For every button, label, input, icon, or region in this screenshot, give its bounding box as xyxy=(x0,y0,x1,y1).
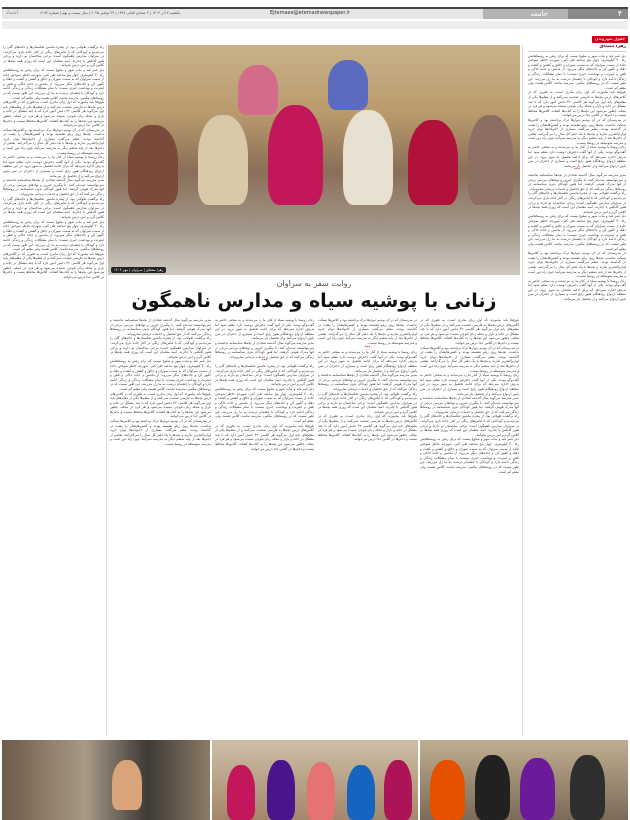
column-2 xyxy=(318,318,417,736)
column-3 xyxy=(215,318,314,736)
photo-group-of-children xyxy=(212,740,418,820)
paragraph: زنان روستا با پوشیه سیاه از کنار ما رد می‌شدند و به سختی حاضر به گفت‌وگو بودند. یکی از آنها گفت دخترش دوست دارد معلم شود اما پدرش اجازه نمی‌دهد که برای ادامه تحصیل به شهر برود. در این منطقه ازدواج زودهنگام هنوز رایج است و بسیاری از دختران در سن پایین ازدواج می‌کنند و از تحصیل باز می‌مانند. xyxy=(420,373,519,396)
paragraph: راه برگشت طولانی بود. از پنجره ماشین نخلستان‌ها و خانه‌های گلی را می‌دیدیم و کودکانی که با لباس‌های رنگی در کنار جاده بازی می‌کردند. در سراوان مدارس ناهمگون است؛ برخی ساختمان نو دارند و برخی هنوز کانکس یا چادرند. امید معلمان این است که روزی همه بچه‌ها در کلاس گرم و امن درس بخوانند. xyxy=(3,45,104,68)
paragraph: بلوچ‌ها باید بیاموزند که اول زبان مادری است، به طوری که در کلاس‌های درس بچه‌ها به فارسی صحبت نمی‌کنند و از معلم‌ها یکی از معلم‌های پایه اول می‌گوید هر کلاسی ۳۲ دانش آموز دارد که با چند مشکل در خانه و بازار و محله زبان بلوچی شنیده می‌شود و هر فرد در محله، چطور می‌شود این بچه‌ها را به کتاب‌ها کشاند. کلاس‌ها مختلط نیست و دخترها در کلاس جدا درس می‌خوانند. xyxy=(528,90,626,118)
paragraph: دبل قمر قند و نبات شهر و شلوغ نیست که برای رفتن به روستاهایش راه ۳۰ کیلومتری، چهار پنج ساعته طی کنی. شهرچه خاطر سوختن جاده از سمت سراوان که به سمت سوران و جالق و کشتن و کشت و دهک و کلپور کن و جاده‌های دیگر می‌رود. از ماشین و جاده خاکی و تلفن و اینترنت و بهداشت خبری نیست؛ با تمام مشکلات زندگی و زندگی ادامه دارد و کودکان با چشمان درشت به ما زل می‌زنند. این طور نیست که در روستاهای مکتبی، مدرسه نباشد، کلاس هست ولی معلم کم است. xyxy=(420,437,519,474)
paragraph: زنان روستا با پوشیه سیاه از کنار ما رد می‌شدند و به سختی حاضر به گفت‌وگو بودند. یکی از آنها گفت دخترش دوست دارد معلم شود اما پدرش اجازه نمی‌دهد که برای ادامه تحصیل به شهر برود. در این منطقه ازدواج زودهنگام هنوز رایج است و بسیاری از دختران در سن پایین ازدواج می‌کنند و از تحصیل باز می‌مانند. xyxy=(528,145,626,168)
dateline: یکشنبه ۲ آذر ۱۴۰۴ | ۲ جمادی الثانی ۱۴۴۷ | ۲۳ نوامبر ۲۰۲۵ | سال بیست و نهم | شماره ۶۱۹۲ xyxy=(40,11,181,15)
column-rule xyxy=(106,45,107,735)
paragraph: راه برگشت طولانی بود. از پنجره ماشین نخلستان‌ها و خانه‌های گلی را می‌دیدیم و کودکانی که با لباس‌های رنگی در کنار جاده بازی می‌کردند. در سراوان مدارس ناهمگون است؛ برخی ساختمان نو دارند و برخی هنوز کانکس یا چادرند. امید معلمان این است که روزی همه بچه‌ها در کلاس گرم و امن درس بخوانند. xyxy=(110,336,211,359)
paragraph: دبل قمر قند و نبات شهر و شلوغ نیست که برای رفتن به روستاهایش راه ۳۰ کیلومتری، چهار پنج ساعته طی کنی. شهرچه خاطر سوختن جاده از سمت سراوان که به سمت سوران و جالق و کشتن و کشت و دهک و کلپور کن و جاده‌های دیگر می‌رود. از ماشین و جاده خاکی و تلفن و اینترنت و بهداشت خبری نیست؛ با تمام مشکلات زندگی و زندگی ادامه دارد و کودکان با چشمان درشت به ما زل می‌زنند. این طور نیست که در روستاهای مکتبی، مدرسه نباشد، کلاس هست ولی معلم کم است. xyxy=(110,359,211,391)
separator: *** xyxy=(364,344,371,350)
section-email[interactable]: Ejtemaee@etemadnewspaper.ir xyxy=(270,10,350,16)
page-number: ۴ xyxy=(568,9,628,19)
paragraph: راه برگشت طولانی بود. از پنجره ماشین نخلستان‌ها و خانه‌های گلی را می‌دیدیم و کودکانی که با لباس‌های رنگی در کنار جاده بازی می‌کردند. در سراوان مدارس ناهمگون است؛ برخی ساختمان نو دارند و برخی هنوز کانکس یا چادرند. امید معلمان این است که روزی همه بچه‌ها در کلاس گرم و امن درس بخوانند. xyxy=(215,363,314,387)
paragraph: مدیر مدرسه می‌گوید سال گذشته تعدادی از بچه‌ها شناسنامه نداشتند و نمی‌توانستند ثبت‌نام کنند. با پیگیری خیرین و نهادهای مردمی برخی از آنها مدرک هویتی گرفتند. اما هنوز کودکان بدون شناسنامه در روستاها زندگی می‌کنند که از حق تحصیل و خدمات درمانی محروم‌اند. xyxy=(420,396,519,414)
paragraph: بلوچ‌ها باید بیاموزند که اول زبان مادری است، به طوری که در کلاس‌های درس بچه‌ها به فارسی صحبت نمی‌کنند و از معلم‌ها یکی از معلم‌های پایه اول می‌گوید هر کلاسی ۳۲ دانش آموز دارد که با چند مشکل در خانه و بازار و محله زبان بلوچی شنیده می‌شود و هر فرد در محله، چطور می‌شود این بچه‌ها را به کتاب‌ها کشاند. کلاس‌ها مختلط نیست و دخترها در کلاس جدا درس می‌خوانند. xyxy=(215,423,314,451)
paragraph: راه برگشت طولانی بود. از پنجره ماشین نخلستان‌ها و خانه‌های گلی را می‌دیدیم و کودکانی که با لباس‌های رنگی در کنار جاده بازی می‌کردند. در سراوان مدارس ناهمگون است؛ برخی ساختمان نو دارند و برخی هنوز کانکس یا چادرند. امید معلمان این است که روزی همه بچه‌ها در کلاس گرم و امن درس بخوانند. xyxy=(3,196,104,219)
paragraph: مدیر مدرسه می‌گوید سال گذشته تعدادی از بچه‌ها شناسنامه نداشتند و نمی‌توانستند ثبت‌نام کنند. با پیگیری خیرین و نهادهای مردمی برخی از آنها مدرک هویتی گرفتند. اما هنوز کودکان بدون شناسنامه در روستاها زندگی می‌کنند که از حق تحصیل و خدمات درمانی محروم‌اند. xyxy=(3,178,104,196)
paragraph: مدیر مدرسه می‌گوید سال گذشته تعدادی از بچه‌ها شناسنامه نداشتند و نمی‌توانستند ثبت‌نام کنند. با پیگیری خیرین و نهادهای مردمی برخی از آنها مدرک هویتی گرفتند. اما هنوز کودکان بدون شناسنامه در روستاها زندگی می‌کنند که از حق تحصیل و خدمات درمانی محروم‌اند. xyxy=(215,340,314,359)
paragraph: در مدرسه‌ای که در آن بودیم دیوارها ترک برداشته بود و کلاس‌ها نیمکت نداشت. بچه‌ها روی زیلو نشسته بودند و کفش‌هایشان را پشت در گذاشته بودند. معلم می‌گفت بسیاری از خانواده‌ها توان خرید لوازم‌التحریر ندارند و بچه‌ها با یک دفتر کل سال را می‌گذرانند. بعضی از دخترها بعد از پایه ششم دیگر به مدرسه نمی‌آیند چون راه دور است و مدرسه متوسطه در روستا نیست. xyxy=(3,127,104,155)
paragraph: راه برگشت طولانی بود. از پنجره ماشین نخلستان‌ها و خانه‌های گلی را می‌دیدیم و کودکانی که با لباس‌های رنگی در کنار جاده بازی می‌کردند. در سراوان مدارس ناهمگون است؛ برخی ساختمان نو دارند و برخی هنوز کانکس یا چادرند. امید معلمان این است که روزی همه بچه‌ها در کلاس گرم و امن درس بخوانند. xyxy=(528,191,626,214)
paragraph: در مدرسه‌ای که در آن بودیم دیوارها ترک برداشته بود و کلاس‌ها نیمکت نداشت. بچه‌ها روی زیلو نشسته بودند و کفش‌هایشان را پشت در گذاشته بودند. معلم می‌گفت بسیاری از خانواده‌ها توان خرید لوازم‌التحریر ندارند و بچه‌ها با یک دفتر کل سال را می‌گذرانند. بعضی از دخترها بعد از پایه ششم دیگر به مدرسه نمی‌آیند چون راه دور است و مدرسه متوسطه در روستا نیست. xyxy=(110,419,211,447)
sub-header-bar xyxy=(2,21,628,29)
paragraph: در مدرسه‌ای که در آن بودیم دیوارها ترک برداشته بود و کلاس‌ها نیمکت نداشت. بچه‌ها روی زیلو نشسته بودند و کفش‌هایشان را پشت در گذاشته بودند. معلم می‌گفت بسیاری از خانواده‌ها توان خرید لوازم‌التحریر ندارند و بچه‌ها با یک دفتر کل سال را می‌گذرانند. بعضی از دخترها بعد از پایه ششم دیگر به مدرسه نمی‌آیند چون راه دور است و مدرسه متوسطه در روستا نیست. xyxy=(528,117,626,145)
photo-classroom-window xyxy=(2,740,210,820)
paragraph: بلوچ‌ها باید بیاموزند که اول زبان مادری است، به طوری که در کلاس‌های درس بچه‌ها به فارسی صحبت نمی‌کنند و از معلم‌ها یکی از معلم‌های پایه اول می‌گوید هر کلاسی ۳۲ دانش آموز دارد که با چند مشکل در خانه و بازار و محله زبان بلوچی شنیده می‌شود و هر فرد در محله، چطور می‌شود این بچه‌ها را به کتاب‌ها کشاند. کلاس‌ها مختلط نیست و دخترها در کلاس جدا درس می‌خوانند. xyxy=(3,251,104,279)
paragraph: زنان روستا با پوشیه سیاه از کنار ما رد می‌شدند و به سختی حاضر به گفت‌وگو بودند. یکی از آنها گفت دخترش دوست دارد معلم شود اما پدرش اجازه نمی‌دهد که برای ادامه تحصیل به شهر برود. در این منطقه ازدواج زودهنگام هنوز رایج است و بسیاری از دختران در سن پایین ازدواج می‌کنند و از تحصیل باز می‌مانند. xyxy=(318,350,417,373)
section-tag: حقوق شهروندی xyxy=(592,36,628,43)
paragraph: بلوچ‌ها باید بیاموزند که اول زبان مادری است، به طوری که در کلاس‌های درس بچه‌ها به فارسی صحبت نمی‌کنند و از معلم‌ها یکی از معلم‌های پایه اول می‌گوید هر کلاسی ۳۲ دانش آموز دارد که با چند مشکل در خانه و بازار و محله زبان بلوچی شنیده می‌شود و هر فرد در محله، چطور می‌شود این بچه‌ها را به کتاب‌ها کشاند. کلاس‌ها مختلط نیست و دخترها در کلاس جدا درس می‌خوانند. xyxy=(3,100,104,128)
main-photo-classroom-girls xyxy=(108,45,520,275)
separator: *** xyxy=(574,167,580,173)
photo-caption: زهرا مشتاق | سراوان | مهر ۱۴۰۴ xyxy=(111,267,166,273)
paragraph: در مدرسه‌ای که در آن بودیم دیوارها ترک برداشته بود و کلاس‌ها نیمکت نداشت. بچه‌ها روی زیلو نشسته بودند و کفش‌هایشان را پشت در گذاشته بودند. معلم می‌گفت بسیاری از خانواده‌ها توان خرید لوازم‌التحریر ندارند و بچه‌ها با یک دفتر کل سال را می‌گذرانند. بعضی از دخترها بعد از پایه ششم دیگر به مدرسه نمی‌آیند چون راه دور است و مدرسه متوسطه در روستا نیست. xyxy=(318,318,417,345)
column-rule xyxy=(522,45,523,735)
section-name: جامعه xyxy=(483,9,568,19)
paragraph: در مدرسه‌ای که در آن بودیم دیوارها ترک برداشته بود و کلاس‌ها نیمکت نداشت. بچه‌ها روی زیلو نشسته بودند و کفش‌هایشان را پشت در گذاشته بودند. معلم می‌گفت بسیاری از خانواده‌ها توان خرید لوازم‌التحریر ندارند و بچه‌ها با یک دفتر کل سال را می‌گذرانند. بعضی از دخترها بعد از پایه ششم دیگر به مدرسه نمی‌آیند چون راه دور است و مدرسه متوسطه در روستا نیست. xyxy=(528,251,626,279)
article-headline: زنانی با پوشیه سیاه و مدارس ناهمگون xyxy=(131,290,497,312)
paragraph: دبل قمر قند و نبات شهر و شلوغ نیست که برای رفتن به روستاهایش راه ۳۰ کیلومتری، چهار پنج ساعته طی کنی. شهرچه خاطر سوختن جاده از سمت سراوان که به سمت سوران و جالق و کشتن و کشت و دهک و کلپور کن و جاده‌های دیگر می‌رود. از ماشین و جاده خاکی و تلفن و اینترنت و بهداشت خبری نیست؛ با تمام مشکلات زندگی و زندگی ادامه دارد و کودکان با چشمان درشت به ما زل می‌زنند. این طور نیست که در روستاهای مکتبی، مدرسه نباشد، کلاس هست ولی معلم کم است. xyxy=(3,67,104,100)
paragraph: بلوچ‌ها باید بیاموزند که اول زبان مادری است، به طوری که در کلاس‌های درس بچه‌ها به فارسی صحبت نمی‌کنند و از معلم‌ها یکی از معلم‌های پایه اول می‌گوید هر کلاسی ۳۲ دانش آموز دارد که با چند مشکل در خانه و بازار و محله زبان بلوچی شنیده می‌شود و هر فرد در محله، چطور می‌شود این بچه‌ها را به کتاب‌ها کشاند. کلاس‌ها مختلط نیست و دخترها در کلاس جدا درس می‌خوانند. xyxy=(110,391,211,419)
paragraph: زنان روستا با پوشیه سیاه از کنار ما رد می‌شدند و به سختی حاضر به گفت‌وگو بودند. یکی از آنها گفت دخترش دوست دارد معلم شود اما پدرش اجازه نمی‌دهد که برای ادامه تحصیل به شهر برود. در این منطقه ازدواج زودهنگام هنوز رایج است و بسیاری از دختران در سن پایین ازدواج می‌کنند و از تحصیل باز می‌مانند. xyxy=(528,278,626,302)
column-right xyxy=(528,45,626,735)
paragraph: دبل قمر قند و نبات شهر و شلوغ نیست که برای رفتن به روستاهایش راه ۳۰ کیلومتری، چهار پنج ساعته طی کنی. شهرچه خاطر سوختن جاده از سمت سراوان که به سمت سوران و جالق و کشتن و کشت و دهک و کلپور کن و جاده‌های دیگر می‌رود. از ماشین و جاده خاکی و تلفن و اینترنت و بهداشت خبری نیست؛ با تمام مشکلات زندگی و زندگی ادامه دارد و کودکان با چشمان درشت به ما زل می‌زنند. این طور نیست که در روستاهای مکتبی، مدرسه نباشد، کلاس هست ولی معلم کم است. xyxy=(528,214,626,251)
paragraph: بلوچ‌ها باید بیاموزند که اول زبان مادری است، به طوری که در کلاس‌های درس بچه‌ها به فارسی صحبت نمی‌کنند و از معلم‌ها یکی از معلم‌های پایه اول می‌گوید هر کلاسی ۳۲ دانش آموز دارد که با چند مشکل در خانه و بازار و محله زبان بلوچی شنیده می‌شود و هر فرد در محله، چطور می‌شود این بچه‌ها را به کتاب‌ها کشاند. کلاس‌ها مختلط نیست و دخترها در کلاس جدا درس می‌خوانند. xyxy=(420,318,519,345)
paragraph: دبل قمر قند و نبات شهر و شلوغ نیست که برای رفتن به روستاهایش راه ۳۰ کیلومتری، چهار پنج ساعته طی کنی. شهرچه خاطر سوختن جاده از سمت سراوان که به سمت سوران و جالق و کشتن و کشت و دهک و کلپور کن و جاده‌های دیگر می‌رود. از ماشین و جاده خاکی و تلفن و اینترنت و بهداشت خبری نیست؛ با تمام مشکلات زندگی و زندگی ادامه دارد و کودکان با چشمان درشت به ما زل می‌زنند. این طور نیست که در روستاهای مکتبی، مدرسه نباشد، کلاس هست ولی معلم کم است. xyxy=(528,53,626,90)
paragraph: دبل قمر قند و نبات شهر و شلوغ نیست که برای رفتن به روستاهایش راه ۳۰ کیلومتری، چهار پنج ساعته طی کنی. شهرچه خاطر سوختن جاده از سمت سراوان که به سمت سوران و جالق و کشتن و کشت و دهک و کلپور کن و جاده‌های دیگر می‌رود. از ماشین و جاده خاکی و تلفن و اینترنت و بهداشت خبری نیست؛ با تمام مشکلات زندگی و زندگی ادامه دارد و کودکان با چشمان درشت به ما زل می‌زنند. این طور نیست که در روستاهای مکتبی، مدرسه نباشد، کلاس هست ولی معلم کم است. xyxy=(3,219,104,252)
author-name: زهرا مشتاق xyxy=(528,45,626,52)
paragraph: زنان روستا با پوشیه سیاه از کنار ما رد می‌شدند و به سختی حاضر به گفت‌وگو بودند. یکی از آنها گفت دخترش دوست دارد معلم شود اما پدرش اجازه نمی‌دهد که برای ادامه تحصیل به شهر برود. در این منطقه ازدواج زودهنگام هنوز رایج است و بسیاری از دختران در سن پایین ازدواج می‌کنند و از تحصیل باز می‌مانند. xyxy=(215,318,314,341)
separator: *** xyxy=(261,358,268,364)
paragraph: دبل قمر قند و نبات شهر و شلوغ نیست که برای رفتن به روستاهایش راه ۳۰ کیلومتری، چهار پنج ساعته طی کنی. شهرچه خاطر سوختن جاده از سمت سراوان که به سمت سوران و جالق و کشتن و کشت و دهک و کلپور کن و جاده‌های دیگر می‌رود. از ماشین و جاده خاکی و تلفن و اینترنت و بهداشت خبری نیست؛ با تمام مشکلات زندگی و زندگی ادامه دارد و کودکان با چشمان درشت به ما زل می‌زنند. این طور نیست که در روستاهای مکتبی، مدرسه نباشد، کلاس هست ولی معلم کم است. xyxy=(215,386,314,424)
photo-girls-holding-cards xyxy=(420,740,628,820)
paragraph: مدیر مدرسه می‌گوید سال گذشته تعدادی از بچه‌ها شناسنامه نداشتند و نمی‌توانستند ثبت‌نام کنند. با پیگیری خیرین و نهادهای مردمی برخی از آنها مدرک هویتی گرفتند. اما هنوز کودکان بدون شناسنامه در روستاها زندگی می‌کنند که از حق تحصیل و خدمات درمانی محروم‌اند. xyxy=(318,373,417,391)
column-left xyxy=(3,45,104,735)
paragraph: راه برگشت طولانی بود. از پنجره ماشین نخلستان‌ها و خانه‌های گلی را می‌دیدیم و کودکانی که با لباس‌های رنگی در کنار جاده بازی می‌کردند. در سراوان مدارس ناهمگون است؛ برخی ساختمان نو دارند و برخی هنوز کانکس یا چادرند. امید معلمان این است که روزی همه بچه‌ها در کلاس گرم و امن درس بخوانند. xyxy=(420,414,519,437)
paragraph: بلوچ‌ها باید بیاموزند که اول زبان مادری است، به طوری که در کلاس‌های درس بچه‌ها به فارسی صحبت نمی‌کنند و از معلم‌ها یکی از معلم‌های پایه اول می‌گوید هر کلاسی ۳۲ دانش آموز دارد که با چند مشکل در خانه و بازار و محله زبان بلوچی شنیده می‌شود و هر فرد در محله، چطور می‌شود این بچه‌ها را به کتاب‌ها کشاند. کلاس‌ها مختلط نیست و دخترها در کلاس جدا درس می‌خوانند. xyxy=(318,414,417,442)
paragraph: راه برگشت طولانی بود. از پنجره ماشین نخلستان‌ها و خانه‌های گلی را می‌دیدیم و کودکانی که با لباس‌های رنگی در کنار جاده بازی می‌کردند. در سراوان مدارس ناهمگون است؛ برخی ساختمان نو دارند و برخی هنوز کانکس یا چادرند. امید معلمان این است که روزی همه بچه‌ها در کلاس گرم و امن درس بخوانند. xyxy=(318,391,417,414)
paragraph: زنان روستا با پوشیه سیاه از کنار ما رد می‌شدند و به سختی حاضر به گفت‌وگو بودند. یکی از آنها گفت دخترش دوست دارد معلم شود اما پدرش اجازه نمی‌دهد که برای ادامه تحصیل به شهر برود. در این منطقه ازدواج زودهنگام هنوز رایج است و بسیاری از دختران در سن پایین ازدواج می‌کنند و از تحصیل باز می‌مانند. xyxy=(3,155,104,178)
paragraph: در مدرسه‌ای که در آن بودیم دیوارها ترک برداشته بود و کلاس‌ها نیمکت نداشت. بچه‌ها روی زیلو نشسته بودند و کفش‌هایشان را پشت در گذاشته بودند. معلم می‌گفت بسیاری از خانواده‌ها توان خرید لوازم‌التحریر ندارند و بچه‌ها با یک دفتر کل سال را می‌گذرانند. بعضی از دخترها بعد از پایه ششم دیگر به مدرسه نمی‌آیند چون راه دور است و مدرسه متوسطه در روستا نیست. xyxy=(420,345,519,373)
paragraph: مدیر مدرسه می‌گوید سال گذشته تعدادی از بچه‌ها شناسنامه نداشتند و نمی‌توانستند ثبت‌نام کنند. با پیگیری خیرین و نهادهای مردمی برخی از آنها مدرک هویتی گرفتند. اما هنوز کودکان بدون شناسنامه در روستاها زندگی می‌کنند که از حق تحصیل و خدمات درمانی محروم‌اند. xyxy=(528,173,626,191)
column-4 xyxy=(110,318,211,736)
article-kicker: روایت سفر به سراوان xyxy=(276,279,352,288)
column-1 xyxy=(420,318,519,736)
paragraph: مدیر مدرسه می‌گوید سال گذشته تعدادی از بچه‌ها شناسنامه نداشتند و نمی‌توانستند ثبت‌نام کنند. با پیگیری خیرین و نهادهای مردمی برخی از آنها مدرک هویتی گرفتند. اما هنوز کودکان بدون شناسنامه در روستاها زندگی می‌کنند که از حق تحصیل و خدمات درمانی محروم‌اند. xyxy=(110,318,211,336)
newspaper-logo: اعتماد xyxy=(6,10,19,16)
